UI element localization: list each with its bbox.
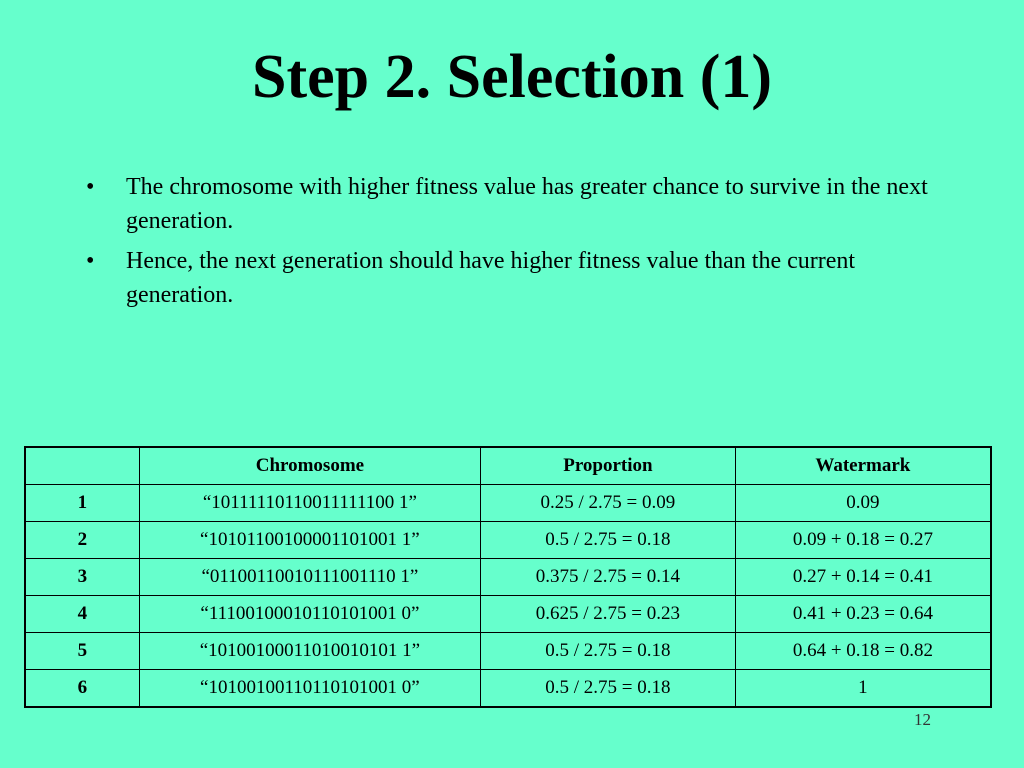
- row-index-cell: 4: [25, 596, 139, 633]
- chromosome-cell: “10101100100001101001 1”: [139, 522, 480, 559]
- row-index-cell: 2: [25, 522, 139, 559]
- header-cell-chromosome: Chromosome: [139, 447, 480, 485]
- proportion-cell: 0.375 / 2.75 = 0.14: [481, 559, 736, 596]
- chromosome-cell: “11100100010110101001 0”: [139, 596, 480, 633]
- chromosome-cell: “01100110010111001110 1”: [139, 559, 480, 596]
- header-cell-watermark: Watermark: [735, 447, 991, 485]
- watermark-cell: 1: [735, 670, 991, 708]
- selection-table: [24, 446, 992, 708]
- bullet-dot-icon: •: [86, 248, 95, 274]
- watermark-cell: 0.09 + 0.18 = 0.27: [735, 522, 991, 559]
- proportion-cell: 0.5 / 2.75 = 0.18: [481, 522, 736, 559]
- table-header-row: [25, 447, 991, 485]
- proportion-cell: 0.25 / 2.75 = 0.09: [481, 485, 736, 522]
- proportion-cell: 0.5 / 2.75 = 0.18: [481, 633, 736, 670]
- page-number: 12: [914, 710, 931, 729]
- slide-title: Step 2. Selection (1): [251, 43, 773, 111]
- header-cell-proportion: Proportion: [481, 447, 736, 485]
- table-row: [25, 670, 991, 708]
- chromosome-cell: “10111110110011111100 1”: [139, 485, 480, 522]
- watermark-cell: 0.09: [735, 485, 991, 522]
- bullet-text: The chromosome with higher fitness value has greater chance to survive in the next generation.: [126, 174, 928, 234]
- proportion-cell: 0.5 / 2.75 = 0.18: [481, 670, 736, 708]
- table-row: [25, 485, 991, 522]
- watermark-cell: 0.41 + 0.23 = 0.64: [735, 596, 991, 633]
- row-index-cell: 5: [25, 633, 139, 670]
- watermark-cell: 0.64 + 0.18 = 0.82: [735, 633, 991, 670]
- table-row: [25, 522, 991, 559]
- table-row: [25, 633, 991, 670]
- bullet-item: [86, 170, 946, 238]
- row-index-cell: 3: [25, 559, 139, 596]
- table-row: [25, 596, 991, 633]
- chromosome-cell: “10100100011010010101 1”: [139, 633, 480, 670]
- row-index-cell: 6: [25, 670, 139, 708]
- header-cell-index: [25, 447, 139, 485]
- bullet-list: [86, 170, 946, 318]
- row-index-cell: 1: [25, 485, 139, 522]
- watermark-cell: 0.27 + 0.14 = 0.41: [735, 559, 991, 596]
- bullet-item: [86, 244, 946, 312]
- table-row: [25, 559, 991, 596]
- chromosome-cell: “10100100110110101001 0”: [139, 670, 480, 708]
- proportion-cell: 0.625 / 2.75 = 0.23: [481, 596, 736, 633]
- bullet-text: Hence, the next generation should have higher fitness value than the current generation.: [126, 248, 856, 308]
- bullet-dot-icon: •: [86, 174, 95, 200]
